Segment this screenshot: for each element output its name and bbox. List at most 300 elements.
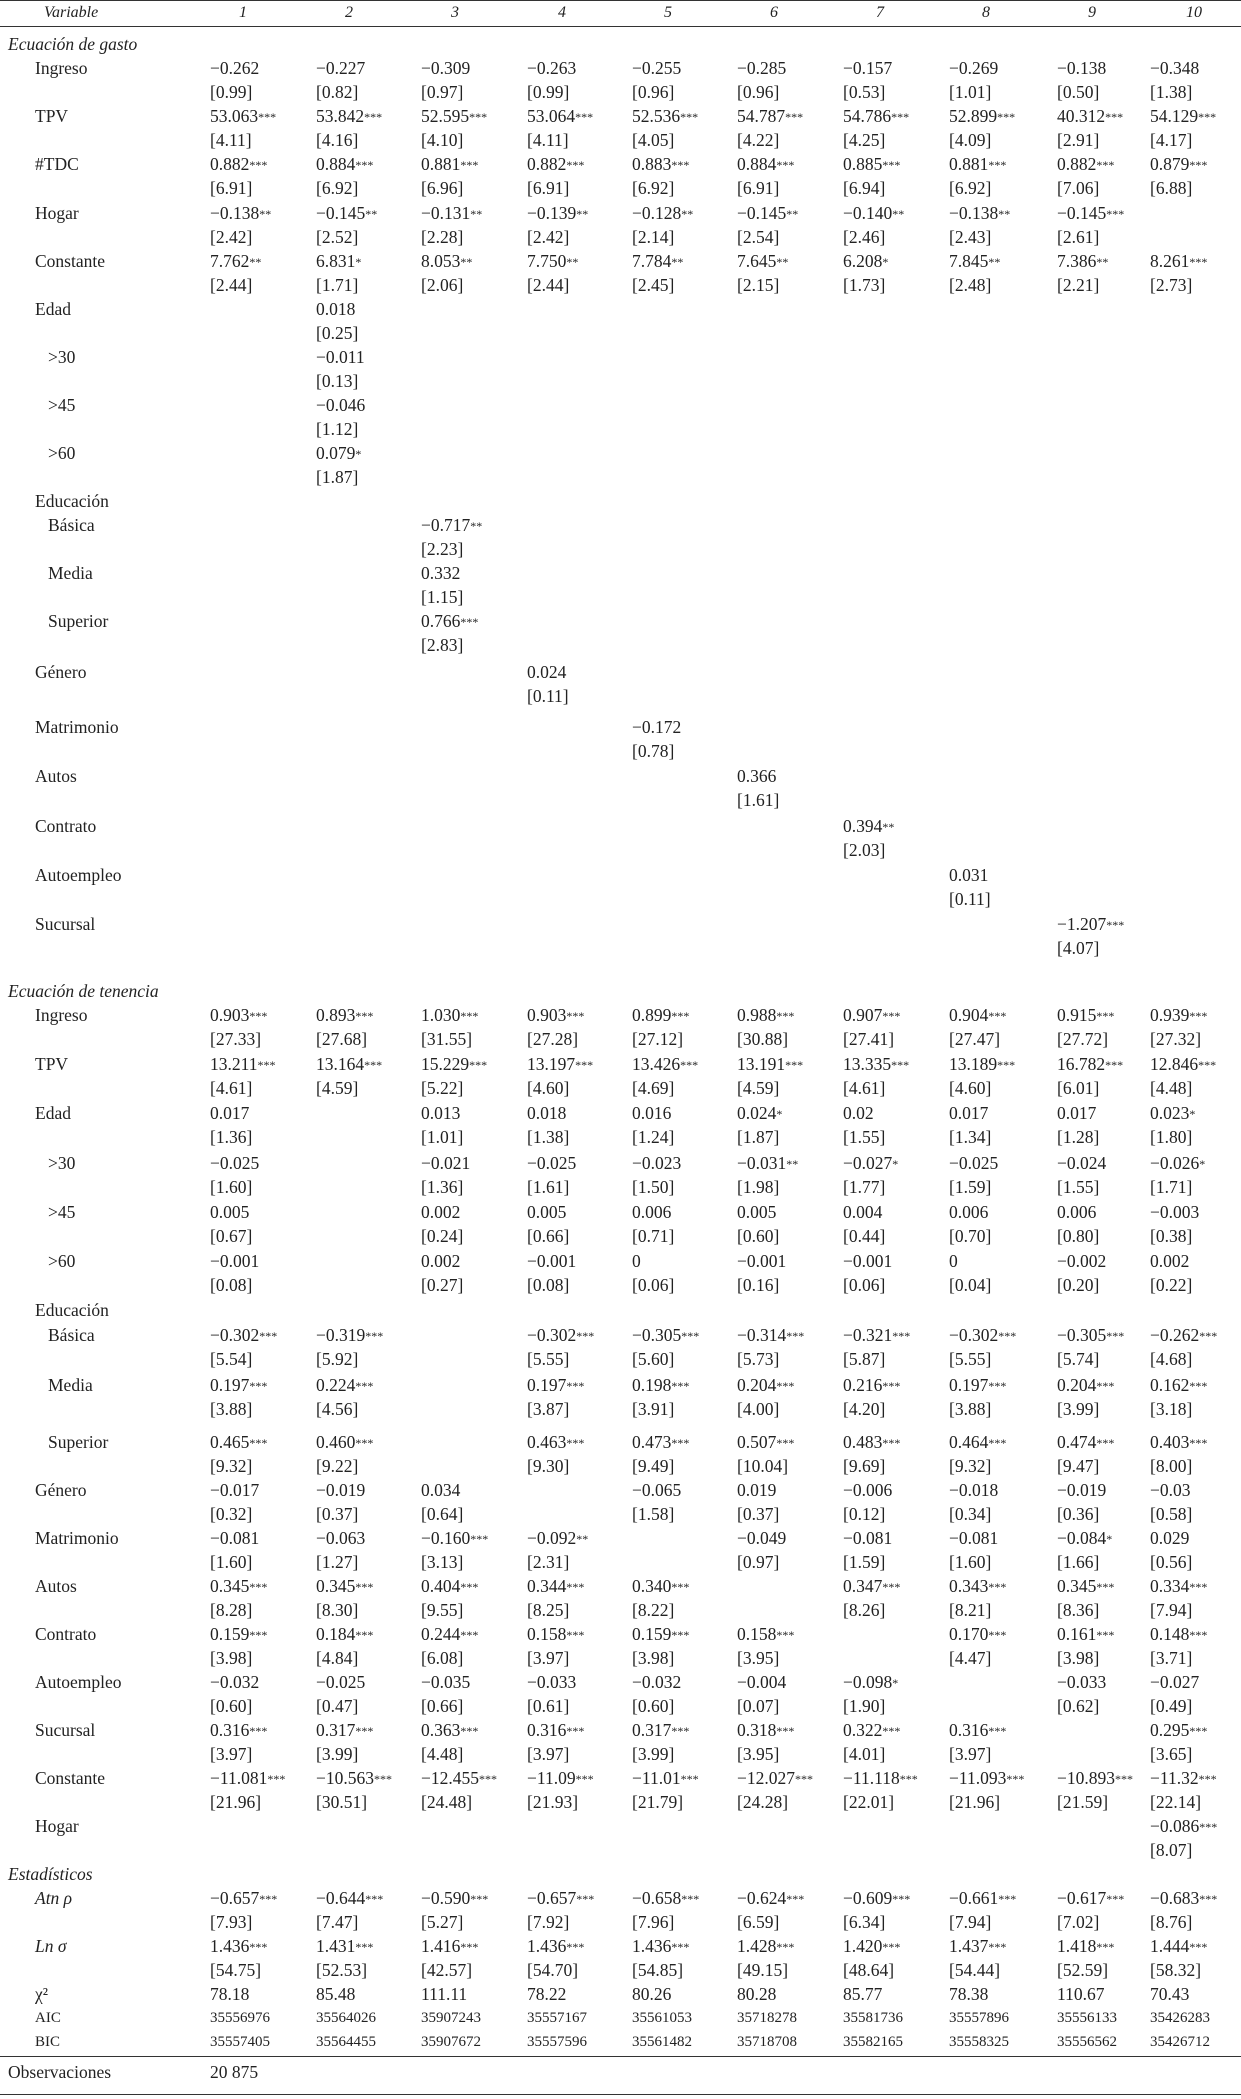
table-cell: −12.027***	[737, 1768, 813, 1788]
significance-stars: ***	[1096, 1436, 1115, 1450]
table-cell: [3.13]	[421, 1552, 464, 1572]
table-cell: [1.71]	[316, 275, 359, 295]
table-cell: 0.882***	[210, 154, 268, 174]
table-cell: −0.063	[316, 1528, 366, 1548]
table-cell: [3.95]	[737, 1744, 780, 1764]
table-cell: [0.82]	[316, 82, 359, 102]
table-cell: [2.54]	[737, 227, 780, 247]
table-cell: [8.28]	[210, 1600, 253, 1620]
table-cell: 0.158***	[737, 1624, 795, 1644]
table-row	[0, 104, 1241, 128]
row-label: Autoempleo	[35, 865, 122, 885]
table-cell: −0.227	[316, 58, 366, 78]
table-cell: [54.70]	[527, 1960, 579, 1980]
table-cell: 1.030***	[421, 1005, 479, 1025]
table-cell: −0.001	[527, 1251, 577, 1271]
table-row	[0, 441, 1241, 465]
table-row	[0, 739, 1241, 763]
table-cell: 0.344***	[527, 1576, 585, 1596]
table-row	[0, 2060, 1241, 2084]
table-cell: −0.025	[210, 1153, 260, 1173]
table-cell: 35558325	[949, 2034, 1009, 2050]
table-cell: −0.624***	[737, 1888, 805, 1908]
table-cell: −11.09***	[527, 1768, 594, 1788]
table-cell: 0.018	[527, 1103, 567, 1123]
significance-stars: ***	[671, 1379, 690, 1393]
table-cell: 0.334***	[1150, 1576, 1208, 1596]
significance-stars: ***	[267, 1772, 286, 1786]
table-cell: [27.68]	[316, 1029, 368, 1049]
table-row	[0, 1323, 1241, 1347]
table-cell: 0.002	[421, 1251, 461, 1271]
table-row	[0, 1718, 1241, 1742]
table-row	[0, 1478, 1241, 1502]
table-cell: [7.06]	[1057, 178, 1100, 198]
table-cell: [52.59]	[1057, 1960, 1109, 1980]
table-cell: 0.198***	[632, 1375, 690, 1395]
significance-stars: ***	[576, 1892, 595, 1906]
table-cell: [3.98]	[632, 1648, 675, 1668]
table-cell: [0.49]	[1150, 1696, 1193, 1716]
significance-stars: ***	[469, 110, 488, 124]
table-cell: −0.658***	[632, 1888, 700, 1908]
section-estadisticos: Estadísticos	[8, 1864, 93, 1884]
table-cell: −1.207***	[1057, 914, 1125, 934]
table-cell: [0.67]	[210, 1226, 253, 1246]
significance-stars: ***	[460, 158, 479, 172]
table-cell: 0.197***	[527, 1375, 585, 1395]
table-cell: [5.87]	[843, 1349, 886, 1369]
table-cell: [21.96]	[210, 1792, 262, 1812]
table-cell: [1.15]	[421, 587, 464, 607]
table-cell: [3.97]	[210, 1744, 253, 1764]
table-cell: [6.91]	[527, 178, 570, 198]
table-cell: [0.60]	[210, 1696, 253, 1716]
table-cell: 0.345***	[210, 1576, 268, 1596]
table-cell: 0.939***	[1150, 1005, 1208, 1025]
significance-stars: ***	[576, 1329, 595, 1343]
table-cell: −0.021	[421, 1153, 471, 1173]
table-cell: [2.42]	[210, 227, 253, 247]
significance-stars: **	[249, 255, 262, 269]
significance-stars: ***	[460, 1580, 479, 1594]
row-label: Género	[35, 1480, 87, 1500]
table-cell: [5.74]	[1057, 1349, 1100, 1369]
table-cell: [4.20]	[843, 1399, 886, 1419]
table-row	[0, 1373, 1241, 1397]
table-cell: 0.460***	[316, 1432, 374, 1452]
table-cell: 0.224***	[316, 1375, 374, 1395]
table-cell: [4.59]	[737, 1078, 780, 1098]
table-cell: [21.93]	[527, 1792, 579, 1812]
row-label: Edad	[35, 299, 71, 319]
table-cell: 0.322***	[843, 1720, 901, 1740]
table-cell: [42.57]	[421, 1960, 473, 1980]
table-cell: 0.903***	[527, 1005, 585, 1025]
table-cell: [3.99]	[316, 1744, 359, 1764]
significance-stars: ***	[374, 1772, 392, 1786]
table-cell: [4.56]	[316, 1399, 359, 1419]
row-label: BIC	[35, 2034, 61, 2050]
significance-stars: ***	[785, 1058, 804, 1072]
table-cell: 35557596	[527, 2034, 587, 2050]
table-cell: 0.006	[1057, 1202, 1097, 1222]
table-cell: −0.027	[1150, 1672, 1200, 1692]
table-cell: 35581736	[843, 2010, 903, 2026]
table-cell: [6.59]	[737, 1912, 780, 1932]
significance-stars: ***	[1189, 1009, 1208, 1023]
significance-stars: ***	[470, 1892, 489, 1906]
table-cell: 35556562	[1057, 2034, 1117, 2050]
table-cell: 0.017	[949, 1103, 989, 1123]
table-cell: 0.893***	[316, 1005, 374, 1025]
significance-stars: **	[776, 255, 789, 269]
table-cell: 0.024	[527, 662, 567, 682]
significance-stars: ***	[776, 1436, 795, 1450]
table-cell: −0.305***	[632, 1325, 700, 1345]
table-cell: 35561053	[632, 2010, 692, 2026]
table-cell: [1.38]	[1150, 82, 1193, 102]
table-cell: [1.34]	[949, 1127, 992, 1147]
significance-stars: ***	[988, 1009, 1007, 1023]
significance-stars: ***	[575, 110, 594, 124]
table-cell: 35718708	[737, 2034, 797, 2050]
table-cell: 0.899***	[632, 1005, 690, 1025]
table-cell: [0.70]	[949, 1226, 992, 1246]
table-cell: −0.145***	[1057, 203, 1125, 223]
table-cell: [1.59]	[843, 1552, 886, 1572]
table-cell: 70.43	[1150, 1984, 1190, 2004]
table-cell: 52.899***	[949, 106, 1016, 126]
significance-stars: ***	[1189, 1724, 1208, 1738]
table-cell: 0.006	[632, 1202, 672, 1222]
section-gasto: Ecuación de gasto	[8, 34, 138, 54]
row-label: #TDC	[35, 154, 79, 174]
table-cell: −11.32***	[1150, 1768, 1217, 1788]
table-cell: [1.98]	[737, 1177, 780, 1197]
table-cell: 0.884***	[737, 154, 795, 174]
table-cell: 13.189***	[949, 1054, 1016, 1074]
table-cell: [0.13]	[316, 371, 359, 391]
table-cell: −0.145**	[316, 203, 378, 223]
significance-stars: ***	[460, 1724, 479, 1738]
table-cell: −11.081***	[210, 1768, 286, 1788]
table-cell: −0.004	[737, 1672, 787, 1692]
table-cell: [0.71]	[632, 1226, 675, 1246]
table-cell: 0.170***	[949, 1624, 1007, 1644]
significance-stars: ***	[355, 158, 374, 172]
table-row	[0, 1125, 1241, 1149]
table-row	[0, 489, 1241, 513]
significance-stars: ***	[249, 158, 268, 172]
table-cell: [0.37]	[316, 1504, 359, 1524]
table-cell: [2.44]	[210, 275, 253, 295]
significance-stars: ***	[776, 1009, 795, 1023]
table-cell: [2.03]	[843, 840, 886, 860]
significance-stars: ***	[1189, 1379, 1208, 1393]
table-cell: [4.61]	[843, 1078, 886, 1098]
table-row	[0, 1101, 1241, 1125]
table-cell: [0.11]	[527, 686, 569, 706]
significance-stars: ***	[566, 1628, 585, 1642]
table-cell: [4.84]	[316, 1648, 359, 1668]
table-cell: 54.129***	[1150, 106, 1217, 126]
table-cell: [9.55]	[421, 1600, 464, 1620]
significance-stars: ***	[364, 1058, 383, 1072]
significance-stars: ***	[680, 1058, 699, 1072]
significance-stars: ***	[355, 1379, 374, 1393]
significance-stars: ***	[1096, 1580, 1115, 1594]
table-cell: 78.22	[527, 1984, 567, 2004]
table-cell: 35557405	[210, 2034, 270, 2050]
table-cell: [27.41]	[843, 1029, 895, 1049]
significance-stars: ***	[566, 1940, 585, 1954]
table-row	[0, 2006, 1241, 2030]
row-label: >45	[48, 395, 76, 415]
table-cell: [0.61]	[527, 1696, 570, 1716]
table-cell: 80.28	[737, 1984, 777, 2004]
table-cell: [22.14]	[1150, 1792, 1202, 1812]
table-cell: [8.07]	[1150, 1840, 1193, 1860]
table-cell: −0.302***	[527, 1325, 595, 1345]
table-cell: [2.91]	[1057, 130, 1100, 150]
table-cell: [5.55]	[949, 1349, 992, 1369]
significance-stars: ***	[1096, 1628, 1115, 1642]
table-cell: 15.229***	[421, 1054, 488, 1074]
significance-stars: ***	[1199, 1329, 1218, 1343]
table-cell: [3.91]	[632, 1399, 675, 1419]
table-cell: −0.032	[632, 1672, 682, 1692]
table-row	[0, 1526, 1241, 1550]
table-cell: [4.09]	[949, 130, 992, 150]
table-cell: −0.617***	[1057, 1888, 1125, 1908]
table-row	[0, 56, 1241, 80]
table-cell: −0.302***	[210, 1325, 278, 1345]
table-cell: [0.53]	[843, 82, 886, 102]
table-row	[0, 345, 1241, 369]
table-cell: 35426283	[1150, 2010, 1210, 2026]
table-cell: [0.08]	[527, 1275, 570, 1295]
row-label: Constante	[35, 1768, 105, 1788]
table-cell: [9.47]	[1057, 1456, 1100, 1476]
table-cell: [7.92]	[527, 1912, 570, 1932]
table-row	[0, 273, 1241, 297]
significance-stars: ***	[479, 1772, 497, 1786]
significance-stars: ***	[566, 1379, 585, 1393]
table-cell: 13.426***	[632, 1054, 699, 1074]
significance-stars: ***	[776, 158, 795, 172]
table-cell: 0.316***	[210, 1720, 268, 1740]
table-cell: [9.22]	[316, 1456, 359, 1476]
table-cell: −0.011	[316, 347, 365, 367]
table-cell: 52.536***	[632, 106, 699, 126]
table-cell: −0.065	[632, 1480, 682, 1500]
table-cell: [5.22]	[421, 1078, 464, 1098]
table-cell: 0.216***	[843, 1375, 901, 1395]
table-cell: 0.204***	[1057, 1375, 1115, 1395]
table-cell: [0.36]	[1057, 1504, 1100, 1524]
table-cell: −11.093***	[949, 1768, 1025, 1788]
table-cell: −0.661***	[949, 1888, 1017, 1908]
table-cell: −0.081	[843, 1528, 893, 1548]
table-cell: 0.403***	[1150, 1432, 1208, 1452]
table-cell: [6.92]	[316, 178, 359, 198]
table-cell: 0.347***	[843, 1576, 901, 1596]
table-cell: 0.031	[949, 865, 989, 885]
table-row	[0, 152, 1241, 176]
table-cell: 0.988***	[737, 1005, 795, 1025]
table-cell: 35556133	[1057, 2010, 1117, 2026]
table-cell: −0.025	[949, 1153, 999, 1173]
header-col-3: 3	[451, 4, 459, 21]
significance-stars: ***	[249, 1436, 268, 1450]
table-cell: [0.06]	[843, 1275, 886, 1295]
table-cell: [0.80]	[1057, 1226, 1100, 1246]
table-cell: [6.91]	[210, 178, 253, 198]
table-cell: −0.128**	[632, 203, 694, 223]
significance-stars: ***	[575, 1772, 594, 1786]
table-row	[0, 1886, 1241, 1910]
table-cell: 0.159***	[210, 1624, 268, 1644]
table-cell: −0.321***	[843, 1325, 911, 1345]
table-cell: 0.197***	[210, 1375, 268, 1395]
row-label: Matrimonio	[35, 1528, 119, 1548]
row-label: Superior	[48, 611, 109, 631]
table-cell: −0.255	[632, 58, 682, 78]
table-cell: [2.43]	[949, 227, 992, 247]
table-cell: −0.032	[210, 1672, 260, 1692]
table-cell: 0.005	[737, 1202, 777, 1222]
table-cell: [3.71]	[1150, 1648, 1193, 1668]
significance-stars: ***	[988, 1436, 1007, 1450]
table-cell: [9.32]	[210, 1456, 253, 1476]
table-row	[0, 1550, 1241, 1574]
significance-stars: **	[576, 1532, 589, 1546]
table-row	[0, 1766, 1241, 1790]
table-row	[0, 1175, 1241, 1199]
table-cell: −0.092**	[527, 1528, 589, 1548]
significance-stars: ***	[566, 1580, 585, 1594]
significance-stars: **	[259, 207, 272, 221]
significance-stars: **	[470, 207, 483, 221]
significance-stars: ***	[882, 1379, 901, 1393]
significance-stars: ***	[988, 1628, 1007, 1642]
significance-stars: ***	[1096, 158, 1115, 172]
row-label: Constante	[35, 251, 105, 271]
table-cell: 0.017	[1057, 1103, 1097, 1123]
significance-stars: *	[776, 1107, 783, 1121]
header-variable: Variable	[44, 4, 99, 21]
table-cell: 0.019	[737, 1480, 777, 1500]
table-cell: 0.02	[843, 1103, 874, 1123]
significance-stars: ***	[988, 158, 1007, 172]
table-cell: 1.437***	[949, 1936, 1007, 1956]
table-cell: 0.006	[949, 1202, 989, 1222]
significance-stars: ***	[249, 1628, 268, 1642]
significance-stars: *	[1106, 1532, 1113, 1546]
significance-stars: ***	[1096, 1940, 1115, 1954]
table-cell: 35564026	[316, 2010, 376, 2026]
table-cell: 0.318***	[737, 1720, 795, 1740]
table-cell: [6.01]	[1057, 1078, 1100, 1098]
table-cell: [2.48]	[949, 275, 992, 295]
table-cell: [5.55]	[527, 1349, 570, 1369]
table-cell: −0.03	[1150, 1480, 1191, 1500]
header-col-5: 5	[664, 4, 672, 21]
table-cell: 35907672	[421, 2034, 481, 2050]
table-row	[0, 417, 1241, 441]
table-cell: [0.66]	[421, 1696, 464, 1716]
table-row	[0, 1934, 1241, 1958]
table-cell: 0.295***	[1150, 1720, 1208, 1740]
table-cell: 6.208*	[843, 251, 889, 271]
significance-stars: ***	[257, 1058, 276, 1072]
significance-stars: *	[355, 255, 362, 269]
significance-stars: ***	[355, 1940, 374, 1954]
significance-stars: **	[882, 820, 895, 834]
table-cell: [2.61]	[1057, 227, 1100, 247]
table-cell: −0.001	[843, 1251, 893, 1271]
table-cell: [0.38]	[1150, 1226, 1193, 1246]
significance-stars: **	[786, 1157, 799, 1171]
table-cell: [1.80]	[1150, 1127, 1193, 1147]
significance-stars: **	[566, 255, 579, 269]
table-cell: [30.88]	[737, 1029, 789, 1049]
header-col-10: 10	[1186, 4, 1202, 21]
table-cell: [3.95]	[737, 1648, 780, 1668]
table-cell: [27.28]	[527, 1029, 579, 1049]
significance-stars: ***	[355, 1580, 374, 1594]
table-cell: [9.49]	[632, 1456, 675, 1476]
table-cell: [1.66]	[1057, 1552, 1100, 1572]
table-cell: −10.893***	[1057, 1768, 1133, 1788]
significance-stars: ***	[1189, 1436, 1208, 1450]
table-cell: 35557167	[527, 2010, 587, 2026]
row-label: Sucursal	[35, 914, 96, 934]
table-cell: [2.45]	[632, 275, 675, 295]
significance-stars: ***	[892, 1329, 911, 1343]
table-cell: [0.66]	[527, 1226, 570, 1246]
table-cell: 35582165	[843, 2034, 903, 2050]
table-cell: −0.081	[210, 1528, 260, 1548]
table-cell: 0.005	[210, 1202, 250, 1222]
table-cell: 0.244***	[421, 1624, 479, 1644]
row-label: Género	[35, 662, 87, 682]
table-row	[0, 1273, 1241, 1297]
table-cell: [48.64]	[843, 1960, 895, 1980]
table-cell: [1.36]	[210, 1127, 253, 1147]
row-label: Contrato	[35, 1624, 97, 1644]
obs-rule	[0, 2056, 1241, 2057]
header-col-4: 4	[558, 4, 566, 21]
table-cell: [1.90]	[843, 1696, 886, 1716]
table-cell: 0.345***	[1057, 1576, 1115, 1596]
significance-stars: **	[460, 255, 473, 269]
table-cell: [4.17]	[1150, 130, 1193, 150]
table-row	[0, 297, 1241, 321]
table-row	[0, 912, 1241, 936]
table-cell: 0	[632, 1251, 641, 1271]
table-cell: 0.029	[1150, 1528, 1190, 1548]
table-header	[0, 0, 1241, 27]
table-cell: [58.32]	[1150, 1960, 1202, 1980]
table-cell: 0.002	[421, 1202, 461, 1222]
table-cell: [1.27]	[316, 1552, 359, 1572]
table-cell: [3.87]	[527, 1399, 570, 1419]
row-label: TPV	[35, 106, 69, 126]
table-cell: [0.62]	[1057, 1696, 1100, 1716]
row-label: Ln σ	[35, 1936, 67, 1956]
